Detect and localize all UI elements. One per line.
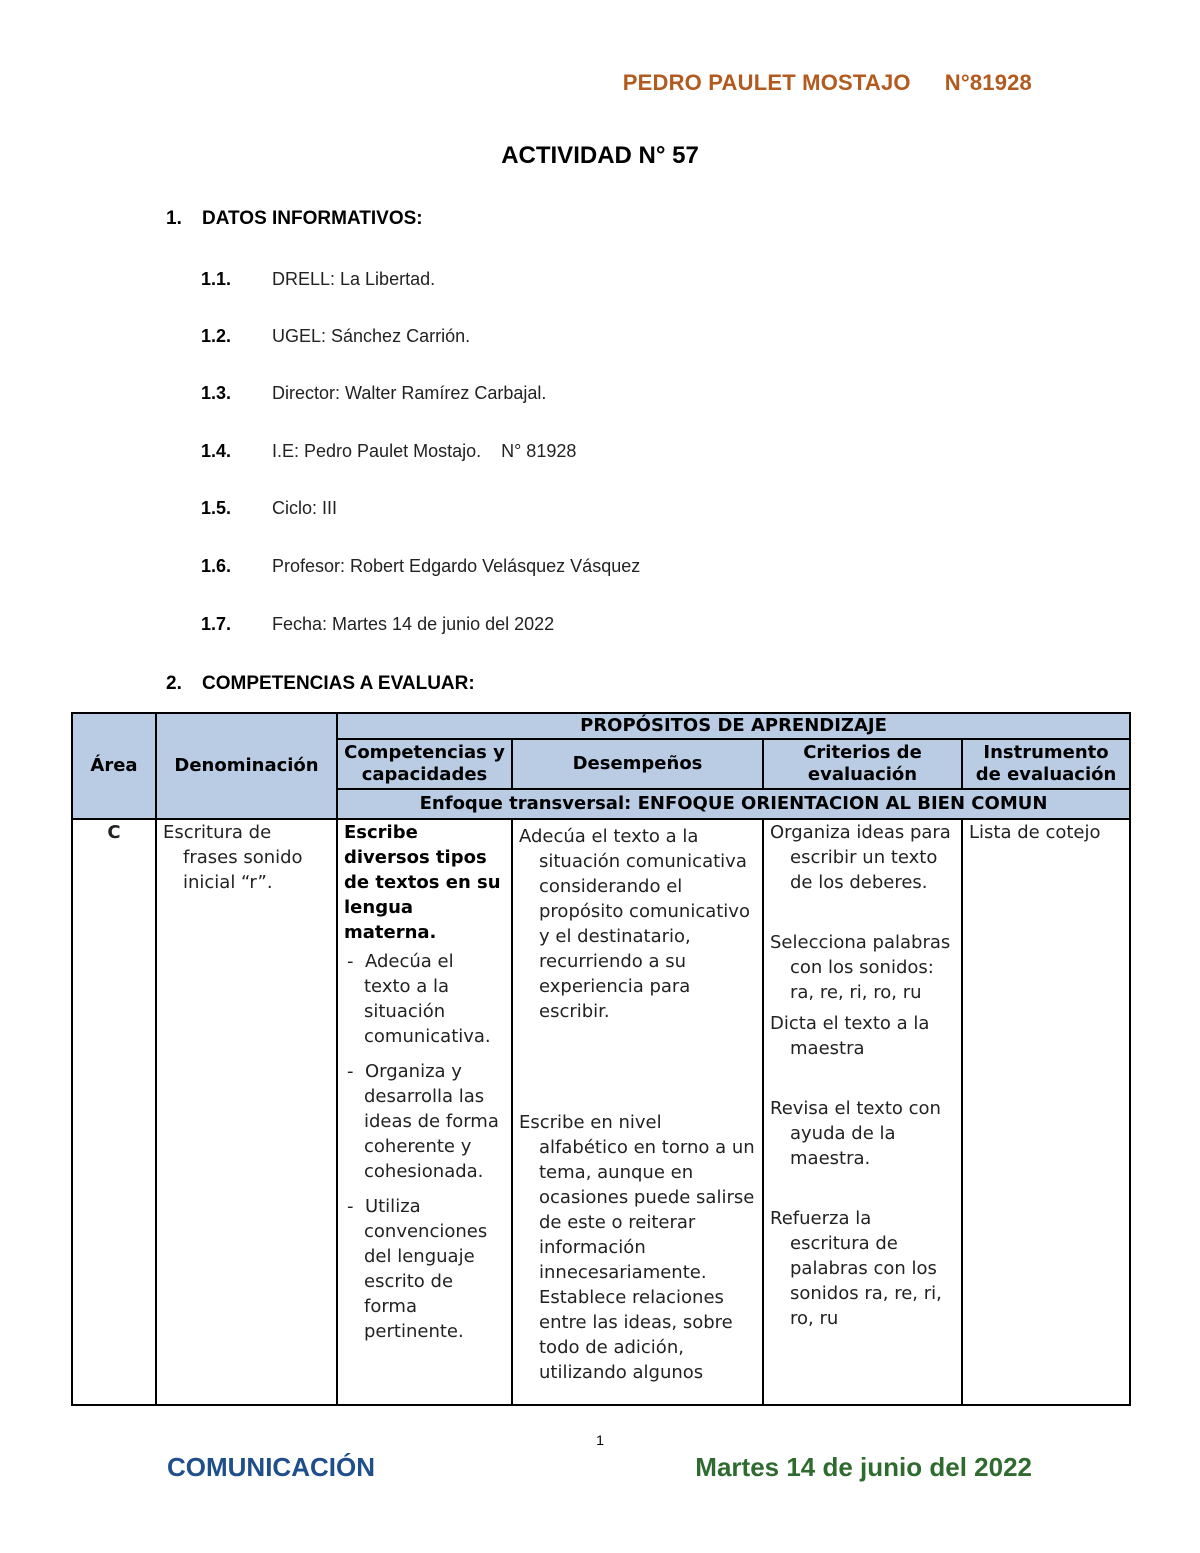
enfoque-value: : ENFOQUE ORIENTACION AL BIEN COMUN <box>624 793 1048 814</box>
header-denominacion: Denominación <box>156 713 337 819</box>
info-item-text: I.E: Pedro Paulet Mostajo. N° 81928 <box>272 441 577 461</box>
header-desempenos: Desempeños <box>512 739 763 789</box>
desempeno-text: Escribe en nivel alfabético en torno a un tema, aunque en ocasiones puede salirse de este o reiterar información innecesariamente. Establece relaciones entre las ideas, sobre todo de adición, utilizando algunos <box>519 1112 755 1383</box>
criterio-text: Refuerza la escritura de palabras con los sonidos ra, re, ri, ro, ru <box>770 1208 942 1329</box>
bullet-dash: - <box>347 1196 354 1217</box>
info-item-number: 1.7. <box>201 614 232 634</box>
section-competencias <box>166 673 475 695</box>
criterio-text: Selecciona palabras con los sonidos: ra, re, ri, ro, ru <box>770 932 951 1003</box>
denominacion-cell <box>156 819 337 1405</box>
capacidad-text: Organiza y desarrolla las ideas de forma coherente y cohesionada. <box>364 1061 499 1182</box>
competencias-table <box>71 712 1131 1406</box>
info-item-number: 1.2. <box>201 326 232 346</box>
header-area: Área <box>72 713 156 819</box>
enfoque-label: Enfoque transversal <box>419 793 625 814</box>
section-datos-informativos <box>166 208 423 230</box>
footer-date: Martes 14 de junio del 2022 <box>695 1452 1032 1482</box>
desempenos-cell <box>512 819 763 1405</box>
section-number: 1. <box>166 208 182 229</box>
header-competencias: Competencias y capacidades <box>337 739 512 789</box>
section-label: DATOS INFORMATIVOS: <box>202 208 423 229</box>
capacidad-item <box>344 949 505 1049</box>
info-item-text: Director: Walter Ramírez Carbajal. <box>272 383 547 403</box>
info-item <box>201 441 576 462</box>
competencias-cell <box>337 819 512 1405</box>
section-number: 2. <box>166 673 182 694</box>
info-item-text: DRELL: La Libertad. <box>272 269 436 289</box>
section-label: COMPETENCIAS A EVALUAR: <box>202 673 475 694</box>
page-title: ACTIVIDAD N° 57 <box>501 142 699 169</box>
info-item-number: 1.4. <box>201 441 232 461</box>
info-item <box>201 614 554 635</box>
area-cell: C <box>72 819 156 1405</box>
school-number: N°81928 <box>944 70 1032 95</box>
capacidad-item <box>344 1059 505 1184</box>
header-propositos: PROPÓSITOS DE APRENDIZAJE <box>337 713 1130 739</box>
info-item-number: 1.5. <box>201 498 232 518</box>
criterio-text: Revisa el texto con ayuda de la maestra. <box>770 1098 941 1169</box>
info-item <box>201 269 435 290</box>
school-name: PEDRO PAULET MOSTAJO <box>622 70 911 95</box>
footer-subject: COMUNICACIÓN <box>167 1452 375 1482</box>
info-item <box>201 383 546 404</box>
header-school-info <box>623 70 1032 96</box>
criterio-text: Dicta el texto a la maestra <box>770 1013 930 1059</box>
criterios-cell <box>763 819 962 1405</box>
instrumento-cell: Lista de cotejo <box>962 819 1130 1405</box>
competencia-title: Escribe diversos tipos de textos en su lengua materna. <box>344 822 501 943</box>
info-item-text: Ciclo: III <box>272 498 338 518</box>
page-number: 1 <box>596 1432 604 1448</box>
info-item-number: 1.1. <box>201 269 232 289</box>
desempeno-text: Adecúa el texto a la situación comunicativa considerando el propósito comunicativo y el destinatario, recurriendo a su experiencia para escribir. <box>519 826 750 1022</box>
info-item-text: Fecha: Martes 14 de junio del 2022 <box>272 614 555 634</box>
denominacion-text: Escritura de frases sonido inicial “r”. <box>163 822 303 893</box>
capacidad-item <box>344 1194 505 1344</box>
info-item-text: Profesor: Robert Edgardo Velásquez Vásquez <box>272 556 641 576</box>
info-item-text: UGEL: Sánchez Carrión. <box>272 326 471 346</box>
info-item-number: 1.6. <box>201 556 232 576</box>
bullet-dash: - <box>347 951 354 972</box>
header-instrumento: Instrumento de evaluación <box>962 739 1130 789</box>
info-item <box>201 498 337 519</box>
capacidad-text: Adecúa el texto a la situación comunicativa. <box>364 951 491 1047</box>
header-criterios: Criterios de evaluación <box>763 739 962 789</box>
info-item-number: 1.3. <box>201 383 232 403</box>
enfoque-transversal <box>337 789 1130 819</box>
table-row <box>72 819 1130 1405</box>
capacidad-text: Utiliza convenciones del lenguaje escrito de forma pertinente. <box>364 1196 488 1342</box>
bullet-dash: - <box>347 1061 354 1082</box>
info-item <box>201 556 640 577</box>
info-item <box>201 326 470 347</box>
criterio-text: Organiza ideas para escribir un texto de los deberes. <box>770 822 951 893</box>
